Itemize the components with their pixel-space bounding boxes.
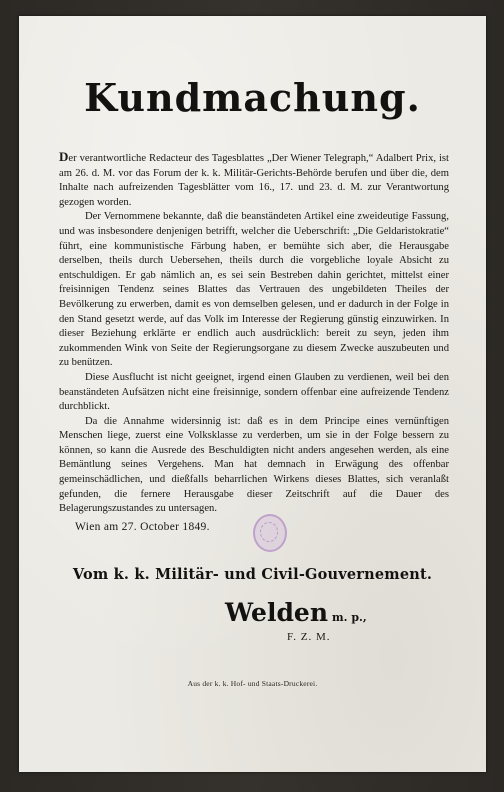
signature-name: Welden	[225, 598, 329, 627]
paragraph-1	[59, 150, 449, 210]
date-line: Wien am 27. October 1849.	[75, 521, 210, 533]
initial-letter: D	[59, 149, 69, 164]
proclamation-sheet	[19, 16, 486, 772]
signatory-rank: F. Z. M.	[287, 631, 331, 643]
signature-block	[225, 598, 367, 627]
printer-imprint: Aus der k. k. Hof- und Staats-Druckerei.	[187, 679, 318, 688]
paragraph-2: Der Vernommene bekannte, daß die beanständeten Artikel eine zweideutige Fassung, und was insbesondere denjenigen betrifft, welcher die Ueberschrift: „Die Geldaristokratie“ führt, eine kommunistische Färbung haben, er bemühte sich aber, die Herausgabe derselben, theils durch Uebersehen, theils durch die vorgebliche loyale Absicht zu entschuldigen. Er gab nämlich an, es sei sein Bestreben dahin gerichtet, mittelst einer freisinnigen Tendenz seines Blattes das Vertrauen des ungebildeten Theiles der Bevölkerung zu erwerben, damit es von demselben gelesen, und er dadurch in der Folge in den Stand gesetzt werde, auf das Volk im Interesse der Regierung günstig einzuwirken. In dieser Beziehung erklärte er endlich auch ausdrücklich: bereit zu seyn, jeden ihm zukommenden Wink von Seite der Regierungsorgane zu diesem Zwecke auszubeuten und zu benützen.	[59, 211, 449, 369]
ink-stamp-inner	[260, 522, 278, 542]
ink-stamp	[253, 514, 287, 552]
document-title: Kundmachung.	[84, 75, 421, 120]
paragraph-1-text: er verantwortliche Redacteur des Tagesblattes „Der Wiener Telegraph,“ Adalbert Prix, ist am 26. d. M. vor das Forum der k. k. Militär-Gerichts-Behörde berufen und über die, dem Inhalte nach aufreizenden Tagesblätter vom 16., 17. und 23. d. M. zur Verantwortung gezogen worden.	[59, 153, 449, 208]
paragraph-4: Da die Annahme widersinnig ist: daß es in dem Principe eines vernünftigen Menschen liege, zuerst eine Volksklasse zu verderben, um sie in der Folge bessern zu können, so kann die Ausrede des Beschuldigten nicht anders angesehen werden, als eine Bemäntlung seines Vergehens. Man hat demnach in Erwägung des offenbar gemeinschädlichen, und dießfalls beharrlichen Wirkens dieses Blattes, sich veranlaßt gefunden, die fernere Herausgabe dieser Zeitschrift auf die Dauer des Belagerungszustandes zu untersagen.	[59, 415, 449, 515]
paragraph-3: Diese Ausflucht ist nicht geeignet, irgend einen Glauben zu verdienen, weil bei den beanständeten Aufsätzen nicht eine freisinnige, sondern offenbar eine aufreizende Tendenz durchblickt.	[59, 371, 449, 413]
document-body	[59, 150, 449, 517]
issuing-authority: Vom k. k. Militär- und Civil-Gouvernement.	[72, 566, 433, 583]
signature-suffix: m. p.,	[332, 611, 367, 624]
